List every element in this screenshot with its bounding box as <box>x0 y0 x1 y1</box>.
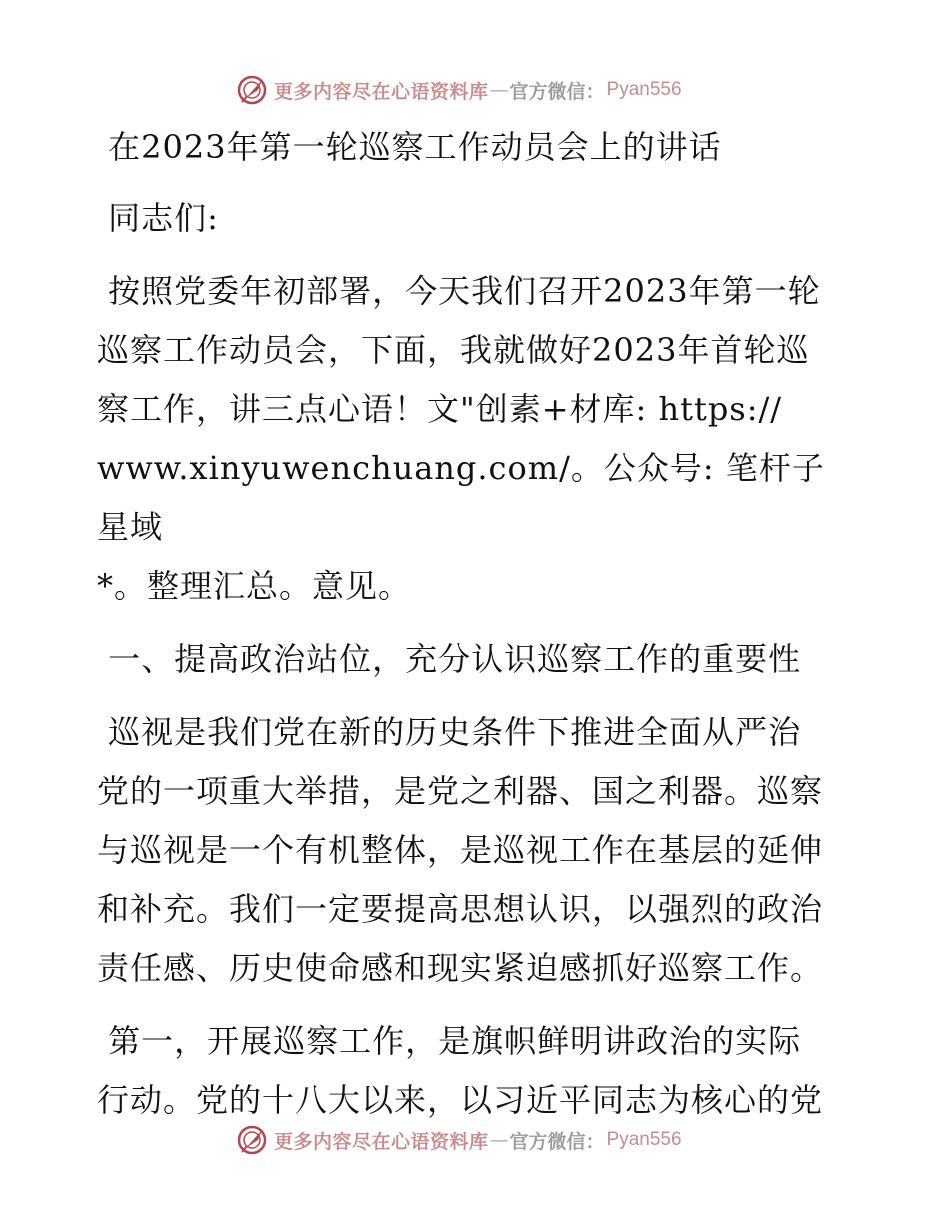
watermark-separator: — <box>489 79 509 101</box>
watermark-text: 更多内容尽在心语资料库 <box>274 80 489 103</box>
watermark-wechat-label: 官方微信： <box>509 1130 605 1153</box>
watermark-separator: — <box>489 1129 509 1151</box>
quill-pen-circle-logo-icon <box>236 74 268 106</box>
quill-pen-circle-logo-icon <box>236 1124 268 1156</box>
paragraph-1: 巡视是我们党在新的历史条件下推进全面从严治 党的一项重大举措，是党之利器、国之利器。巡察 与巡视是一个有机整体，是巡视工作在基层的延伸 和补充。我们一定要提高思想认识，以强烈的政治 责任感、历史使命感和现实紧迫感抓好巡察工作。 <box>97 713 824 987</box>
header-watermark <box>236 73 682 107</box>
paragraph-2: 第一，开展巡察工作，是旗帜鲜明讲政治的实际 行动。党的十八大以来，以习近平同志为核心的党 <box>97 1022 824 1119</box>
salutation: 同志们: <box>97 199 219 237</box>
section-heading-1: 一、提高政治站位，充分认识巡察工作的重要性 <box>97 640 802 678</box>
watermark-wechat-id: Pyan556 <box>606 1129 682 1150</box>
document-body <box>97 118 857 1144</box>
document-title: 在2023年第一轮巡察工作动员会上的讲话 <box>97 128 722 166</box>
watermark-text: 更多内容尽在心语资料库 <box>274 1130 489 1153</box>
watermark-wechat-label: 官方微信： <box>509 80 605 103</box>
footer-watermark <box>236 1123 682 1157</box>
intro-paragraph: 按照党委年初部署，今天我们召开2023年第一轮 巡察工作动员会，下面，我就做好2023年首轮巡 察工作，讲三点心语！文"创素+材库: https:// www.xinyuwenchuang.com/。公众号: 笔杆子星域 *。整理汇总。意见。 <box>97 272 825 605</box>
watermark-wechat-id: Pyan556 <box>606 79 682 100</box>
